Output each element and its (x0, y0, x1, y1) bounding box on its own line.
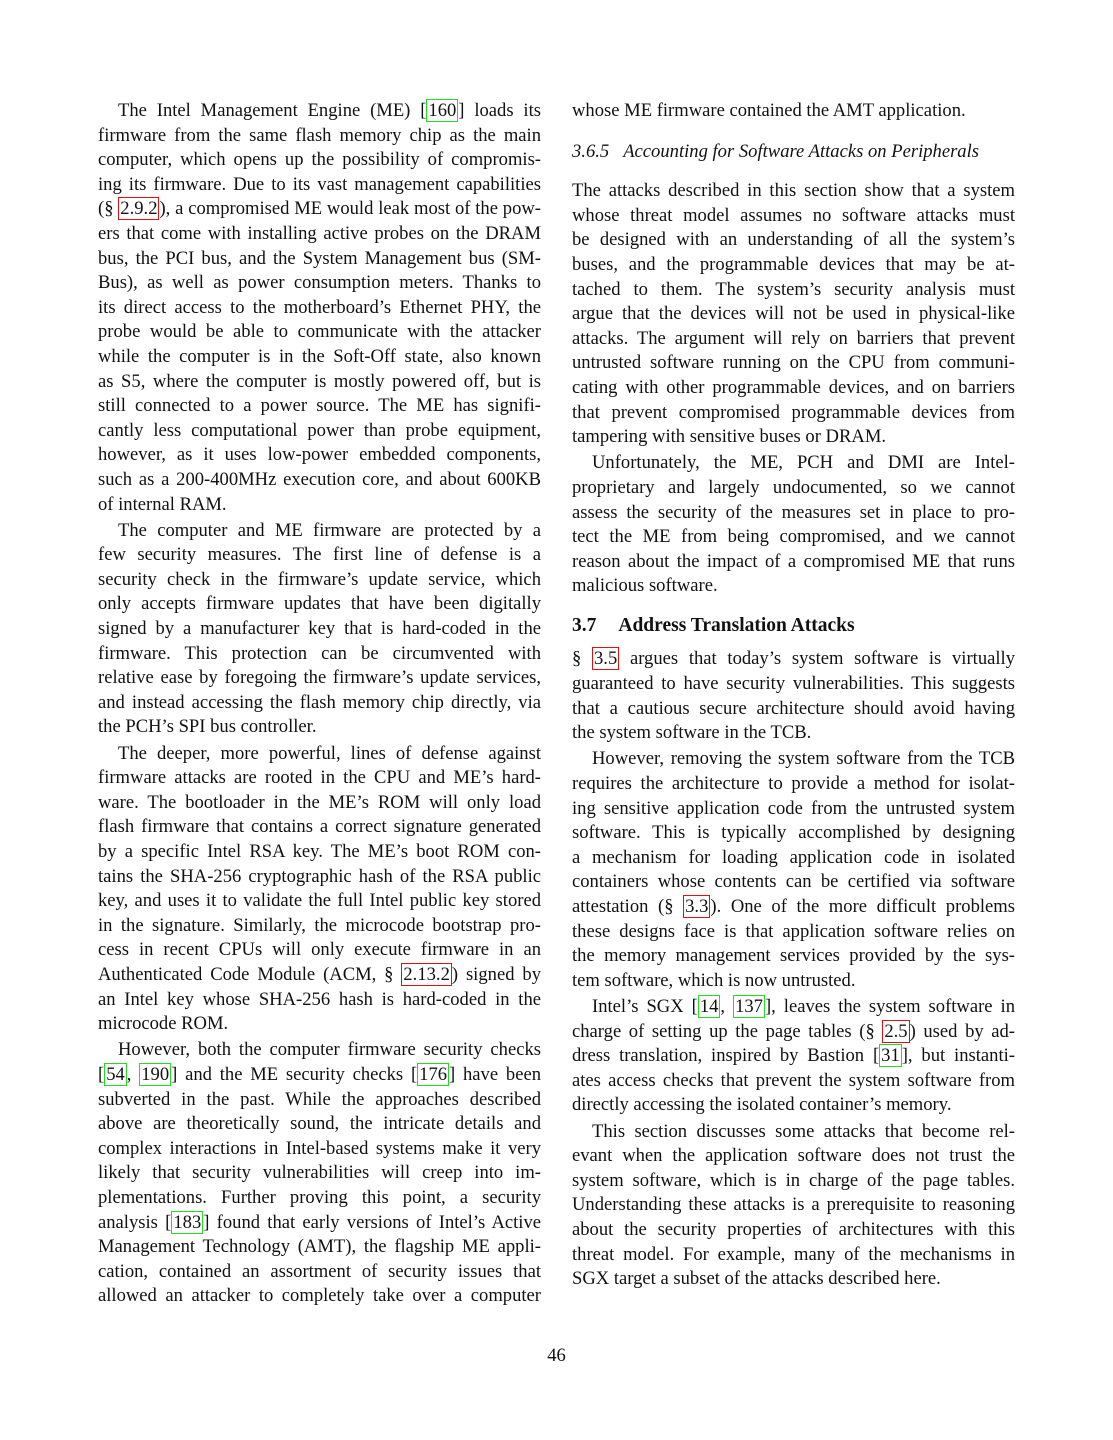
text-line: directly accessing the isolated container’s memory. (572, 1094, 952, 1116)
text-line: system software, which is in charge of the page tables. (572, 1169, 1015, 1191)
text-line: buses, and the programmable devices that may be at- (572, 253, 1015, 275)
citation-link[interactable]: 54 (106, 1063, 125, 1085)
text-line: firmware attacks are rooted in the CPU and ME’s hard- (98, 767, 541, 789)
section-ref-link[interactable]: 2.13.2 (403, 963, 450, 985)
text-line: However, removing the system software from the TCB (592, 748, 1015, 770)
text-line: flash firmware that contains a correct signature generated (98, 816, 541, 838)
text-line: be designed with an understanding of all the system’s (572, 229, 1015, 251)
subsection-number: 3.6.5 (572, 140, 610, 162)
section-ref-link[interactable]: 2.5 (884, 1020, 908, 1042)
citation-link[interactable]: 190 (141, 1063, 170, 1085)
text-line: that a cautious secure architecture should avoid having (572, 697, 1015, 719)
section-ref-link[interactable]: 3.3 (685, 896, 709, 917)
text-line: cantly less computational power than probe equipment, (98, 419, 541, 441)
text-line: signed by a manufacturer key that is hard-coded in the (98, 618, 541, 640)
text-line: an Intel key whose SHA-256 hash is hard-coded in the (98, 988, 541, 1010)
citation-link[interactable]: 176 (419, 1063, 448, 1085)
left-column (98, 99, 541, 1309)
paragraph (98, 742, 541, 1037)
text-line: threat model. For example, many of the mechanisms in (572, 1243, 1015, 1265)
continuation-paragraph (572, 99, 1015, 124)
paragraph (98, 1038, 541, 1309)
text-line: attestation (§ 3.3 ). One of the more difficult problems (572, 896, 1015, 917)
paragraph (572, 1120, 1015, 1292)
text-line: containers whose contents can be certified via software (572, 871, 1015, 893)
citation-link[interactable]: 160 (428, 100, 457, 121)
citation-link[interactable]: 14 (699, 995, 719, 1017)
section-title: Address Translation Attacks (618, 614, 855, 636)
text-line: guaranteed to have security vulnerabilities. This suggests (572, 673, 1015, 695)
text-line: probe would be able to communicate with the attacker (98, 321, 541, 343)
text-line: assess the security of the measures set in place to pro- (572, 501, 1015, 523)
paragraph (572, 179, 1015, 450)
text-line: that prevent compromised programmable devices from (572, 401, 1015, 423)
text-line: Management Technology (AMT), the flagship ME appli- (98, 1236, 541, 1258)
text-line: plementations. Further proving this point, a security (98, 1186, 541, 1208)
subsection-heading (572, 140, 1015, 165)
text-line: evant when the application software does not trust the (572, 1145, 1015, 1167)
section-number: 3.7 (572, 614, 597, 636)
paragraph (572, 99, 1015, 124)
paragraph (572, 647, 1015, 745)
text-line: still connected to a power source. The ME has signifi- (98, 395, 541, 417)
text-line: tains the SHA-256 cryptographic hash of the RSA public (98, 865, 541, 887)
text-line: about the security properties of architectures with this (572, 1218, 1015, 1240)
text-line: cess in recent CPUs will only execute firmware in an (98, 939, 541, 961)
text-line: above are theoretically sound, the intricate details and (98, 1113, 541, 1135)
section-body (572, 647, 1015, 1291)
text-line: § 3.5 argues that today’s system software is virtually (572, 648, 1015, 670)
text-line: Authenticated Code Module (ACM, § 2.13.2 ) signed by (98, 963, 541, 985)
text-line: charge of setting up the page tables (§ 2.5 ) used by ad- (572, 1020, 1015, 1042)
text-line: ates access checks that prevent the system software from (572, 1069, 1015, 1091)
text-line: [ 54 , 190 ] and the ME security checks [ 176 ] have been (98, 1063, 541, 1085)
paragraph (572, 995, 1015, 1118)
text-line: whose threat model assumes no software attacks must (572, 204, 1015, 226)
text-line: software. This is typically accomplished by designing (572, 822, 1015, 844)
text-line: in the signature. Similarly, the microcode bootstrap pro- (98, 914, 541, 936)
section-heading (572, 614, 1015, 639)
text-line: tached to them. The system’s security analysis must (572, 278, 1015, 300)
text-line: cation, contained an assortment of security issues that (98, 1260, 541, 1282)
text-line: untrusted software running on the CPU from communi- (572, 352, 1015, 374)
text-line: The attacks described in this section show that a system (572, 180, 1015, 202)
text-line: as S5, where the computer is mostly powered off, but is (98, 370, 541, 392)
text-line: proprietary and largely undocumented, so we cannot (572, 476, 1015, 498)
text-line: dress translation, inspired by Bastion [ 31 ], but instanti- (572, 1045, 1015, 1067)
subsection-body (572, 179, 1015, 599)
paragraph (98, 99, 541, 517)
text-line: however, as it uses low-power embedded components, (98, 444, 541, 466)
text-line: few security measures. The first line of defense is a (98, 544, 541, 566)
text-line: Unfortunately, the ME, PCH and DMI are Intel- (592, 452, 1015, 474)
text-line: relative ease by foregoing the firmware’s update services, (98, 667, 541, 689)
text-line: likely that security vulnerabilities will creep into im- (98, 1162, 541, 1184)
paragraph (98, 519, 541, 740)
right-column (572, 99, 1015, 1292)
text-line: firmware from the same flash memory chip as the main (98, 124, 541, 146)
text-line: and instead accessing the flash memory chip directly, via (98, 691, 541, 713)
text-line: tect the ME from being compromised, and we cannot (572, 526, 1015, 548)
text-line: However, both the computer firmware security checks (118, 1039, 541, 1061)
text-line: the memory management services provided by the sys- (572, 945, 1015, 967)
text-line: The computer and ME firmware are protected by a (118, 519, 541, 541)
text-line: computer, which opens up the possibility of compromis- (98, 149, 541, 171)
text-line: cating with other programmable devices, and on barriers (572, 376, 1015, 398)
text-line: analysis [ 183 ] found that early versions of Intel’s Active (98, 1211, 542, 1233)
text-line: microcode ROM. (98, 1013, 229, 1035)
text-line: malicious software. (572, 575, 718, 597)
text-line: The Intel Management Engine (ME) [ 160 ] loads its (118, 100, 541, 121)
text-line: This section discusses some attacks that become rel- (592, 1120, 1015, 1142)
text-line: allowed an attacker to completely take over a computer (98, 1285, 541, 1307)
text-line: ing sensitive application code from the untrusted system (572, 797, 1015, 819)
text-line: requires the architecture to provide a method for isolat- (572, 773, 1015, 795)
text-line: Intel’s SGX [ 14 , 137 ], leaves the system software in (592, 995, 1015, 1017)
text-line: tampering with sensitive buses or DRAM. (572, 426, 886, 448)
text-line: attacks. The argument will rely on barriers that prevent (572, 327, 1015, 349)
text-line: while the computer is in the Soft-Off state, also known (98, 345, 541, 367)
text-line: security check in the firmware’s update service, which (98, 568, 541, 590)
text-line: ing its firmware. Due to its vast management capabilities (98, 173, 541, 195)
section-ref-link[interactable]: 3.5 (594, 648, 618, 670)
subsection-title: Accounting for Software Attacks on Peripherals (623, 140, 980, 162)
text-line: such as a 200-400MHz execution core, and about 600KB (98, 468, 541, 490)
citation-link[interactable]: 137 (735, 995, 763, 1017)
text-line: subverted in the past. While the approaches described (98, 1088, 541, 1110)
text-line: The deeper, more powerful, lines of defense against (118, 742, 541, 764)
text-line: by a specific Intel RSA key. The ME’s boot ROM con- (98, 841, 541, 862)
paragraph (572, 451, 1015, 599)
text-line: these designs face is that application software relies on (572, 920, 1015, 942)
text-line: ware. The bootloader in the ME’s ROM will only load (98, 791, 541, 813)
paragraph (572, 747, 1015, 993)
text-line: only accepts firmware updates that have been digitally (98, 593, 541, 615)
text-line: ers that come with installing active probes on the DRAM (98, 222, 541, 244)
text-line: of internal RAM. (98, 493, 227, 515)
text-line: whose ME firmware contained the AMT application. (572, 100, 966, 121)
text-line: the PCH’s SPI bus controller. (98, 716, 317, 738)
section-ref-link[interactable]: 2.9.2 (120, 198, 158, 220)
text-line: tem software, which is now untrusted. (572, 969, 856, 991)
text-line: a mechanism for loading application code in isolated (572, 846, 1015, 868)
page-number: 46 (547, 1345, 566, 1366)
text-line: reason about the impact of a compromised ME that runs (572, 550, 1015, 572)
text-line: the system software in the TCB. (572, 722, 812, 744)
text-line: complex interactions in Intel-based systems make it very (98, 1137, 541, 1159)
text-line: (§ 2.9.2 ), a compromised ME would leak most of the pow- (98, 198, 541, 220)
citation-link[interactable]: 31 (881, 1045, 900, 1067)
text-line: Bus), as well as power consumption meters. Thanks to (98, 272, 541, 294)
text-line: Understanding these attacks is a prerequisite to reasoning (572, 1194, 1015, 1216)
citation-link[interactable]: 183 (173, 1211, 202, 1233)
text-line: bus, the PCI bus, and the System Management bus (SM- (98, 247, 541, 269)
text-line: key, and uses it to validate the full Intel public key stored (98, 890, 541, 912)
text-line: argue that the devices will not be used in physical-like (572, 303, 1015, 325)
text-line: its direct access to the motherboard’s Ethernet PHY, the (98, 296, 541, 318)
text-line: firmware. This protection can be circumvented with (98, 642, 541, 664)
text-line: SGX target a subset of the attacks described here. (572, 1268, 941, 1290)
